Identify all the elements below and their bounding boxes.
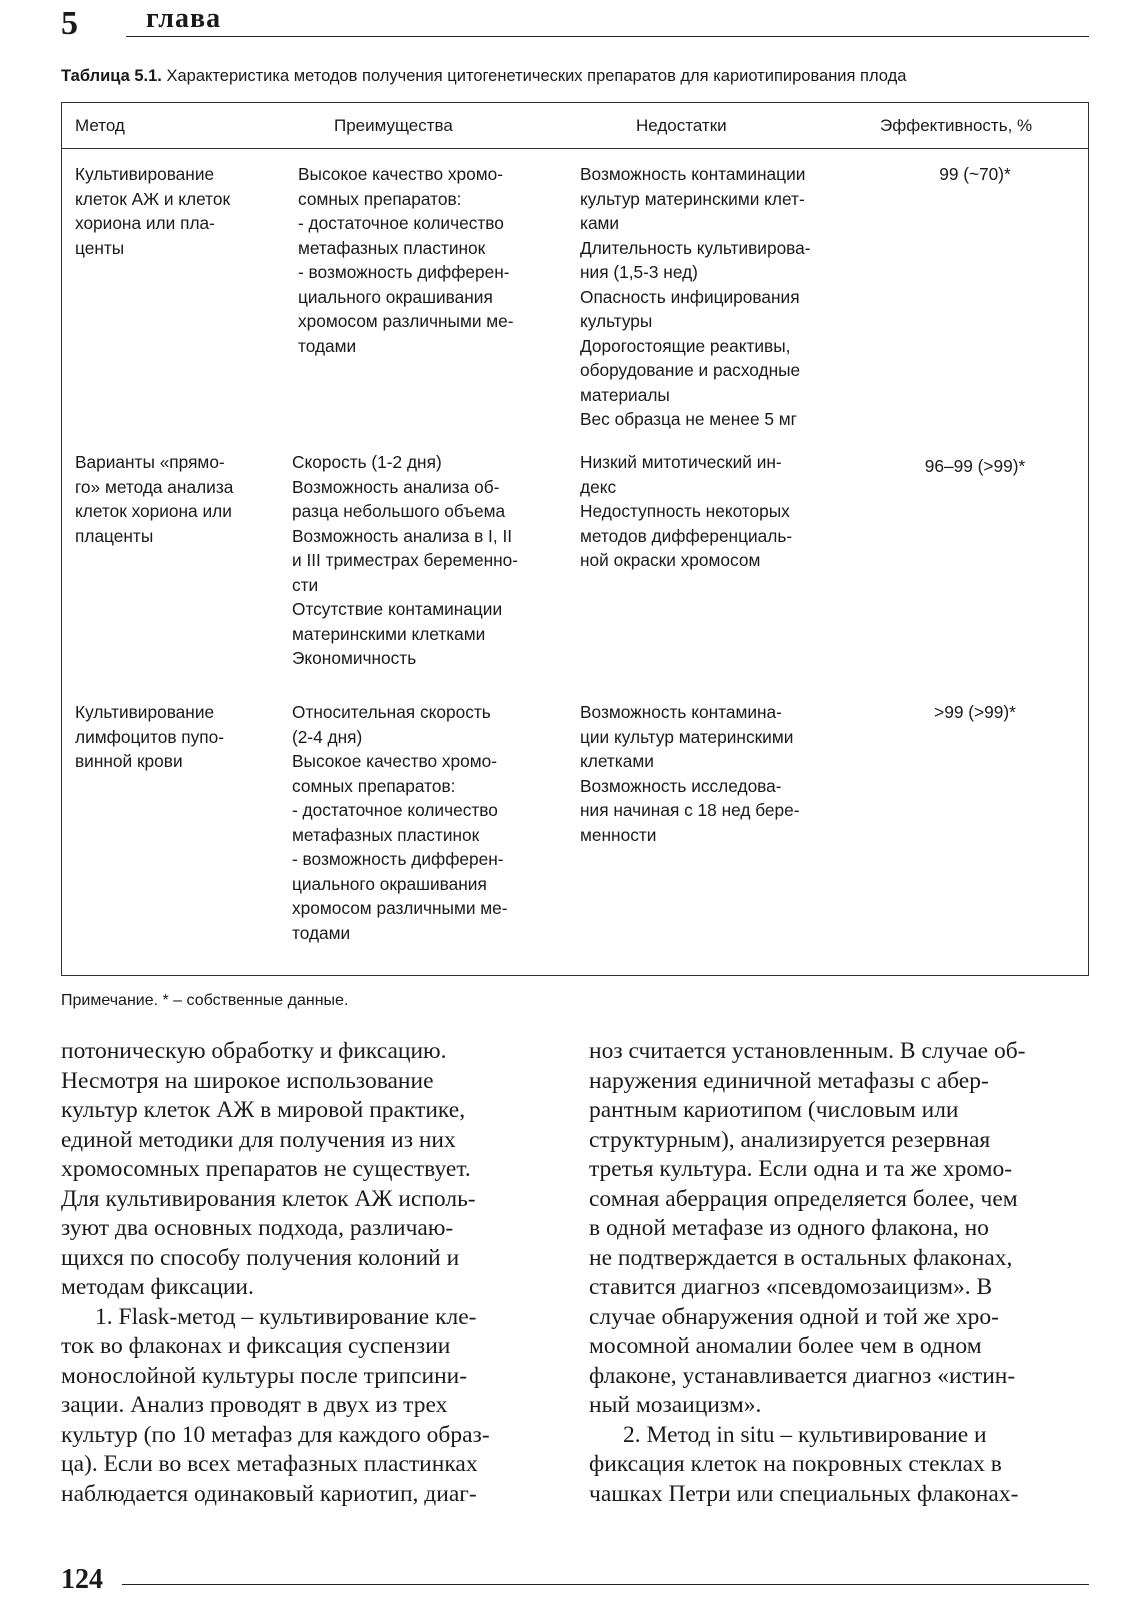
cell-line: разца небольшого объема: [292, 501, 506, 521]
cell-line: Культивирование: [75, 702, 215, 722]
text-line: наружения единичной метафазы с абер-: [589, 1067, 989, 1094]
cell-line: Высокое качество хромо-: [298, 164, 504, 184]
cell-line: культур материнскими клет-: [580, 188, 805, 209]
cell-line: Вес образца не менее 5 мг: [580, 409, 797, 429]
text-line: хромосомных препаратов не существует.: [61, 1156, 471, 1182]
row-3-efficiency: >99 (>99)*: [934, 702, 1016, 722]
cell-line: метафазных пластинок: [298, 237, 486, 258]
text-line: методам фиксации.: [61, 1274, 254, 1300]
text-line: не подтверждается в остальных флаконах,: [589, 1244, 1013, 1271]
text-line: потоническую обработку и фиксацию.: [61, 1038, 447, 1064]
cell-line: тодами: [292, 922, 351, 943]
cell-line: циального окрашивания: [298, 286, 493, 307]
cell-line: оборудование и расходные: [580, 360, 801, 380]
cell-line: методов дифференциаль-: [580, 525, 793, 546]
cell-line: хориона или пла-: [75, 213, 215, 233]
cell-line: хромосом различными ме-: [298, 311, 514, 331]
text-line: 2. Метод in situ – культивирование и: [623, 1421, 987, 1448]
text-line: мосомной аномалии более чем в одном: [589, 1333, 982, 1359]
row-2-disadvantages: [580, 450, 792, 573]
cell-line: Опасность инфицирования: [580, 286, 800, 307]
methods-table: [61, 102, 1089, 976]
cell-line: Относительная скорость: [292, 702, 491, 722]
cell-line: хромосом различными ме-: [292, 898, 508, 918]
cell-line: Возможность контамина-: [580, 702, 782, 722]
cell-line: ния (1,5-3 нед): [580, 262, 698, 282]
text-line: фиксация клеток на покровных стеклах в: [589, 1451, 1002, 1477]
row-2-advantages: [292, 450, 518, 671]
cell-line: Дорогостоящие реактивы,: [580, 335, 791, 356]
text-line: ставится диагноз «псевдомозаицизм». В: [589, 1274, 993, 1300]
cell-line: Недоступность некоторых: [580, 501, 790, 521]
text-line: 1. Flask-метод – культивирование кле-: [95, 1303, 477, 1330]
table-caption-text: Характеристика методов получения цитогенетических препаратов для кариотипирования плода: [161, 67, 907, 85]
header-rule: [126, 36, 1089, 37]
column-header-method: Метод: [75, 116, 125, 135]
cell-line: - достаточное количество: [298, 213, 504, 233]
text-line: сомная аберрация определяется более, чем: [589, 1185, 1018, 1212]
cell-line: декс: [580, 476, 617, 497]
table-caption-label: Таблица 5.1.: [61, 67, 162, 85]
cell-line: Низкий митотический ин-: [580, 452, 782, 472]
cell-line: материнскими клетками: [292, 623, 486, 644]
body-left-column: [61, 1037, 557, 1509]
cell-line: Высокое качество хромо-: [292, 751, 498, 771]
row-1-advantages: [298, 162, 514, 358]
cell-line: Варианты «прямо-: [75, 452, 225, 472]
body-right-column: [589, 1037, 1085, 1509]
text-line: чашках Петри или специальных флаконах-: [589, 1480, 1019, 1507]
cell-line: Экономичность: [292, 648, 417, 668]
text-line: зации. Анализ проводят в двух из трех: [61, 1392, 448, 1418]
row-3-disadvantages: [580, 700, 800, 847]
cell-line: винной крови: [75, 751, 183, 771]
cell-line: ния начиная с 18 нед бере-: [580, 800, 800, 820]
cell-line: - достаточное количество: [292, 800, 498, 820]
cell-line: клетками: [580, 751, 654, 771]
cell-line: ками: [580, 213, 620, 233]
cell-line: сти: [292, 574, 319, 595]
cell-line: Длительность культивирова-: [580, 237, 811, 258]
row-2-efficiency: 96–99 (>99)*: [924, 456, 1026, 476]
cell-line: Возможность исследова-: [580, 775, 782, 796]
text-line: зуют два основных подхода, различаю-: [61, 1215, 454, 1241]
cell-line: клеток АЖ и клеток: [75, 188, 231, 209]
table-caption: [61, 66, 1101, 86]
cell-line: - возможность дифферен-: [292, 849, 504, 869]
text-line: культур (по 10 метафаз для каждого образ-: [61, 1421, 490, 1448]
chapter-label: глава: [146, 3, 222, 34]
cell-line: го» метода анализа: [75, 476, 234, 497]
text-line: рантным кариотипом (числовым или: [589, 1097, 959, 1123]
table-header-rule: [62, 148, 1088, 149]
cell-line: Возможность контаминации: [580, 164, 806, 184]
cell-line: менности: [580, 824, 657, 845]
cell-line: Возможность анализа об-: [292, 476, 500, 497]
row-3-advantages: [292, 700, 508, 945]
cell-line: и III триместрах беременно-: [292, 550, 519, 570]
cell-line: материалы: [580, 384, 670, 405]
text-line: Для культивирования клеток АЖ исполь-: [61, 1185, 476, 1212]
cell-line: лимфоцитов пупо-: [75, 726, 225, 747]
cell-line: сомных препаратов:: [292, 775, 456, 796]
cell-line: Отсутствие контаминации: [292, 599, 503, 619]
cell-line: (2-4 дня): [292, 726, 363, 747]
page-number: 124: [61, 1564, 103, 1595]
cell-line: Культивирование: [75, 164, 215, 184]
column-header-advantages: Преимущества: [334, 116, 453, 135]
cell-line: центы: [75, 237, 125, 258]
text-line: монослойной культуры после трипсини-: [61, 1362, 468, 1389]
text-line: ца). Если во всех метафазных пластинках: [61, 1451, 478, 1477]
cell-line: сомных препаратов:: [298, 188, 462, 209]
text-line: случае обнаружения одной и той же хро-: [589, 1303, 999, 1330]
text-line: наблюдается одинаковый кариотип, диаг-: [61, 1480, 477, 1507]
text-line: флаконе, устанавливается диагноз «истин-: [589, 1362, 1016, 1389]
cell-line: - возможность дифферен-: [298, 262, 510, 282]
cell-line: ной окраски хромосом: [580, 550, 761, 570]
cell-line: метафазных пластинок: [292, 824, 480, 845]
text-line: культур клеток АЖ в мировой практике,: [61, 1097, 466, 1123]
text-line: ноз считается установленным. В случае об-: [589, 1038, 1026, 1064]
cell-line: культуры: [580, 311, 653, 331]
text-line: ный мозаицизм».: [589, 1392, 762, 1418]
cell-line: тодами: [298, 335, 357, 356]
cell-line: Возможность анализа в I, II: [292, 525, 513, 546]
cell-line: клеток хориона или: [75, 501, 232, 521]
table-note: Примечание. * – собственные данные.: [61, 992, 349, 1009]
text-line: третья культура. Если одна и та же хромо-: [589, 1156, 1013, 1182]
row-2-method: [75, 450, 233, 548]
footer-rule: [122, 1584, 1089, 1585]
text-line: Несмотря на широкое использование: [61, 1067, 434, 1094]
row-1-efficiency: 99 (~70)*: [939, 164, 1011, 184]
text-line: структурным), анализируется резервная: [589, 1126, 991, 1153]
cell-line: ции культур материнскими: [580, 726, 794, 747]
cell-line: плаценты: [75, 525, 154, 546]
text-line: единой методики для получения из них: [61, 1126, 456, 1153]
row-1-method: [75, 162, 230, 260]
text-line: в одной метафазе из одного флакона, но: [589, 1215, 989, 1241]
column-header-disadvantages: Недостатки: [636, 116, 727, 135]
cell-line: Скорость (1-2 дня): [292, 452, 442, 472]
text-line: ток во флаконах и фиксация суспензии: [61, 1333, 451, 1359]
text-line: щихся по способу получения колоний и: [61, 1244, 460, 1271]
column-header-efficiency: Эффективность, %: [880, 116, 1033, 135]
cell-line: циального окрашивания: [292, 873, 487, 894]
row-1-disadvantages: [580, 162, 811, 432]
chapter-number: 5: [61, 5, 78, 42]
row-3-method: [75, 700, 224, 774]
